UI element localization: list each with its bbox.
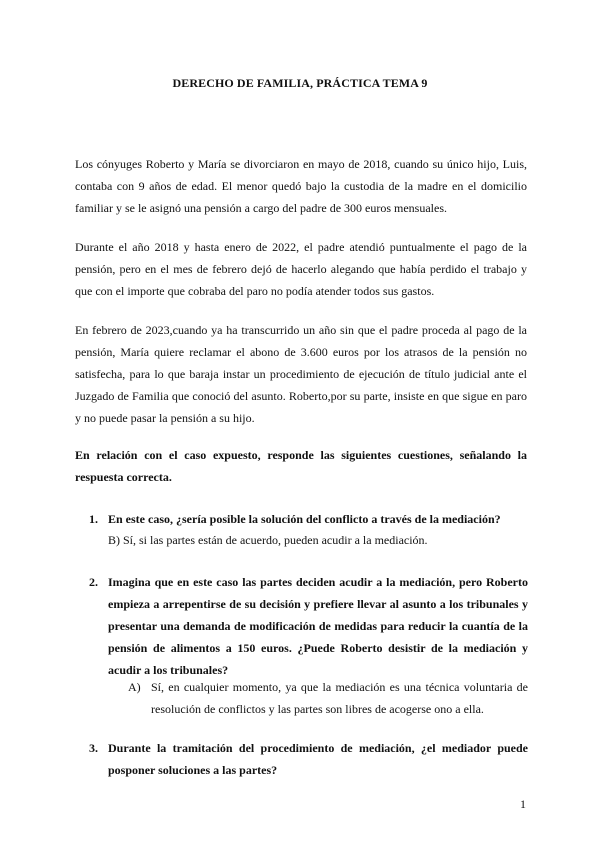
paragraph-instructions: En relación con el caso expuesto, responde las siguientes cuestiones, señalando la respuesta correcta. [75,448,527,484]
paragraph-payment-history: Durante el año 2018 y hasta enero de 2022, el padre atendió puntualmente el pago de la pensión, pero en el mes de febrero dejó de hacerlo alegando que había perdido el trabajo y que con el importe que cobraba del paro no podía atender todos sus gastos. [75,240,527,298]
question-text: Imagina que en este caso las partes deciden acudir a la mediación, pero Roberto empieza a arrepentirse de su decisión y prefiere llevar al asunto a los tribunales y presentar una demanda de modificación de medidas para reducir la cuantía de la pensión de alimentos a 150 euros. ¿Puede Roberto desistir de la mediación y acudir a los tribunales? [108,575,528,677]
answer-letter: A) [128,680,141,694]
paragraph-case-intro: Los cónyuges Roberto y María se divorciaron en mayo de 2018, cuando su único hijo, Luis, contaba con 9 años de edad. El menor quedó bajo la custodia de la madre en el domicilio familiar y se le asignó una pensión a cargo del padre de 300 euros mensuales. [75,157,527,215]
question-number: 1. [89,512,98,526]
question-answer [128,676,528,720]
question-answer: B) Sí, si las partes están de acuerdo, pueden acudir a la mediación. [108,533,428,547]
question-text: En este caso, ¿sería posible la solución del conflicto a través de la mediación? [108,512,501,526]
page-number: 1 [520,797,526,811]
question-text: Durante la tramitación del procedimiento de mediación, ¿el mediador puede posponer soluciones a las partes? [108,741,528,777]
document-title: DERECHO DE FAMILIA, PRÁCTICA TEMA 9 [172,76,428,90]
question-number: 2. [89,575,98,589]
question-number: 3. [89,741,98,755]
answer-text: Sí, en cualquier momento, ya que la mediación es una técnica voluntaria de resolución de conflictos y las partes son libres de acogerse ono a ella. [151,680,528,716]
paragraph-claim: En febrero de 2023,cuando ya ha transcurrido un año sin que el padre proceda al pago de la pensión, María quiere reclamar el abono de 3.600 euros por los atrasos de la pensión no satisfecha, para lo que baraja instar un procedimiento de ejecución de título judicial ante el Juzgado de Familia que conoció del asunto. Roberto,por su parte, insiste en que sigue en paro y no puede pasar la pensión a su hijo. [75,323,527,425]
